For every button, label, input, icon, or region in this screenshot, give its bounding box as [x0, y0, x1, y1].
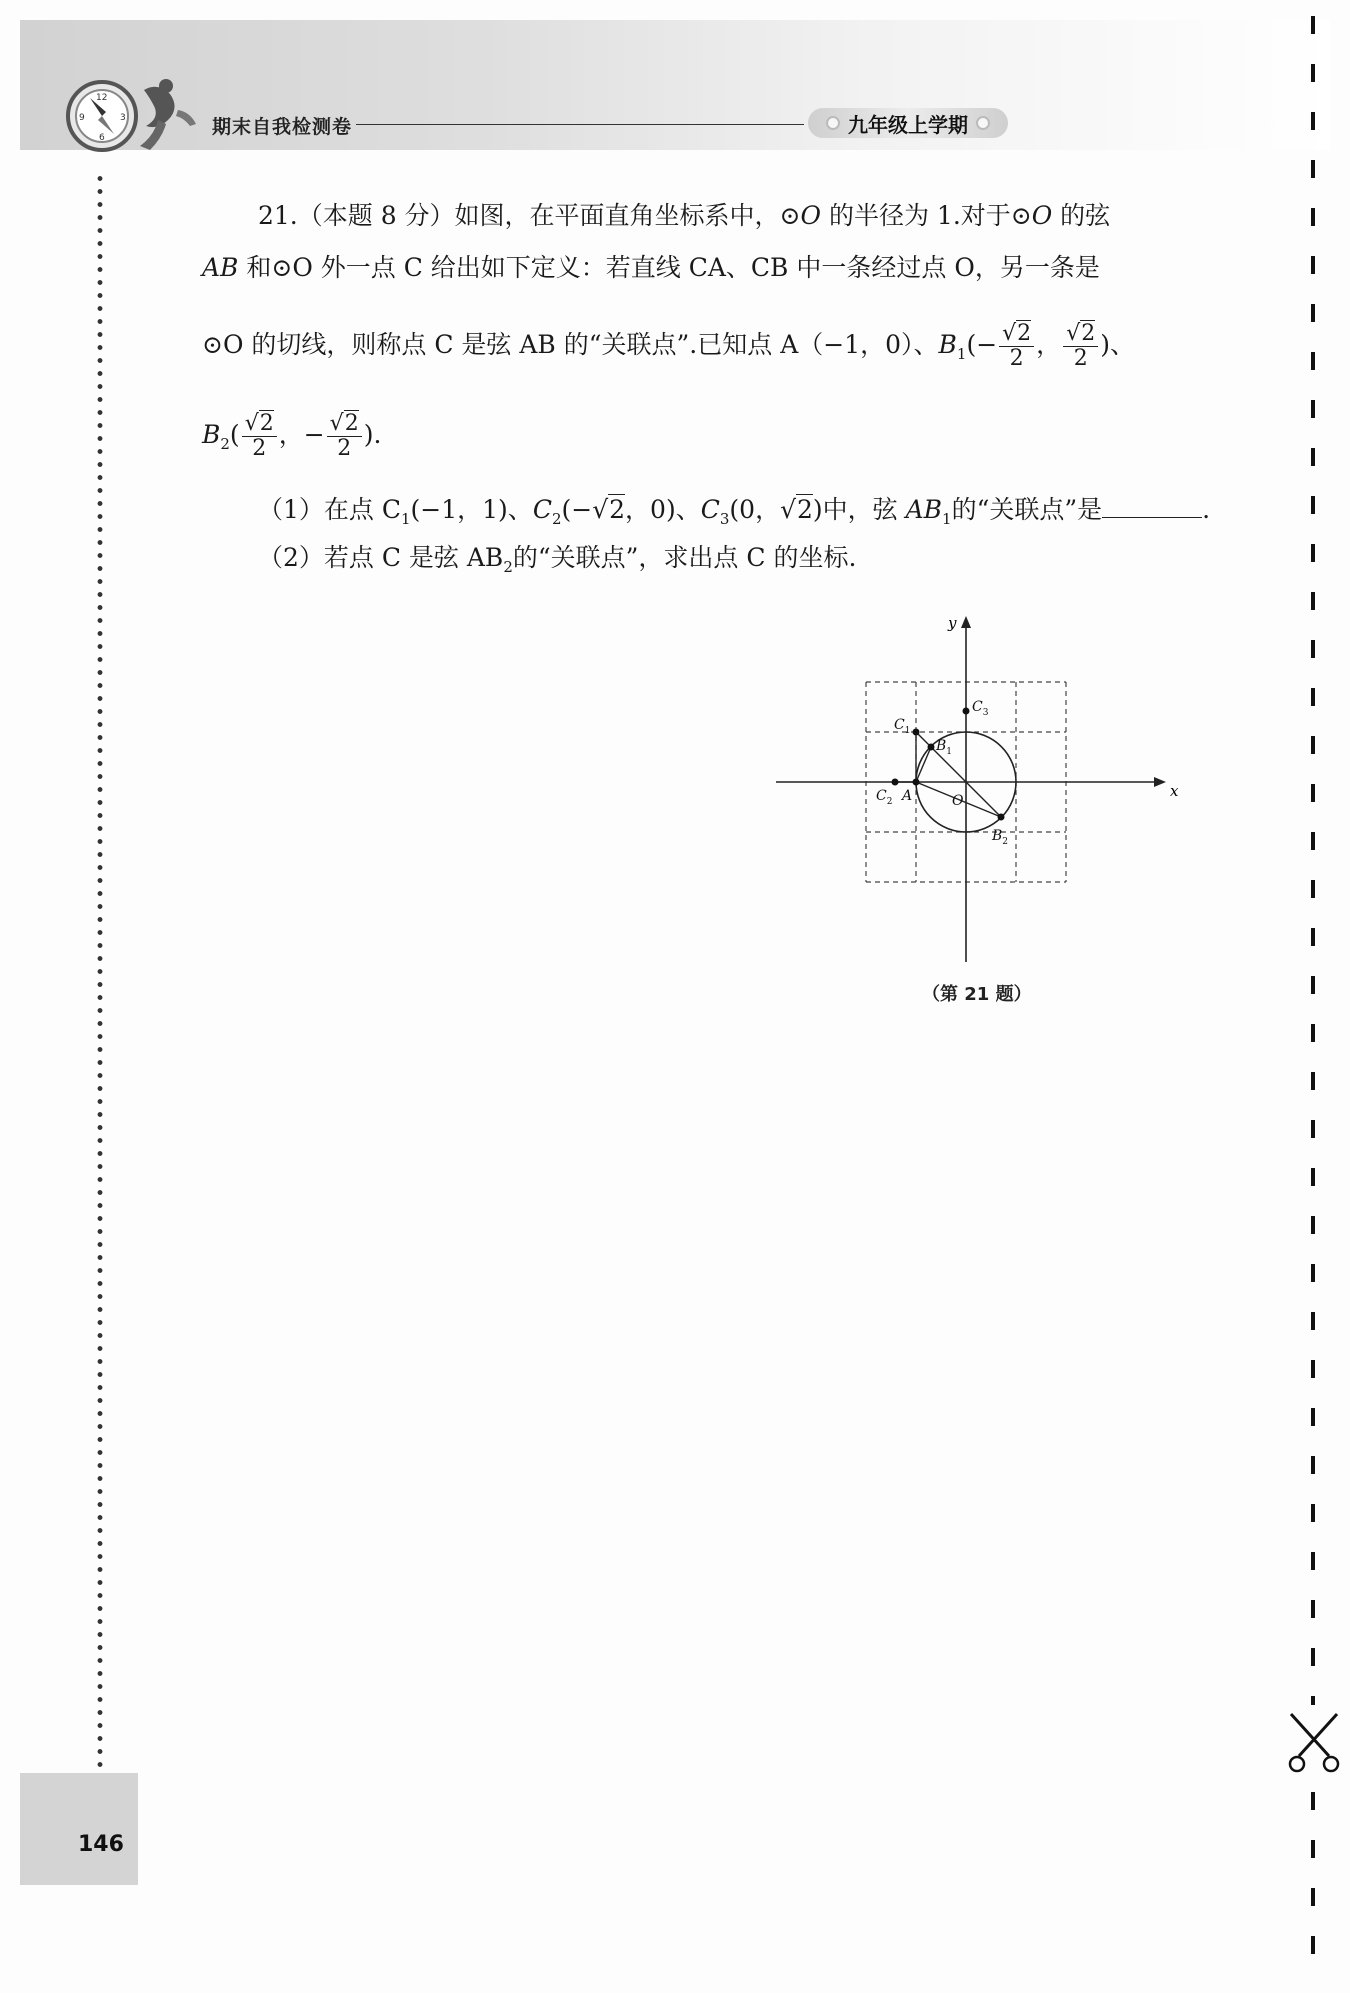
question-line-1: 21.（本题 8 分）如图，在平面直角坐标系中，⊙O 的半径为 1.对于⊙O 的弦	[258, 201, 1111, 230]
segment-A-B1	[916, 747, 931, 782]
answer-blank[interactable]	[1102, 493, 1202, 518]
question-line-3: ⊙O 的切线，则称点 C 是弦 AB 的“关联点”.已知点 A（−1，0）、$B_1(-$ $\frac{√2}{2}$ ， $\frac{√2}{2}$ )、	[202, 321, 1135, 371]
coordinate-figure	[766, 612, 1186, 972]
question-line1-rest: 的半径为 1.对于⊙	[821, 201, 1032, 230]
page-number: 146	[78, 1832, 124, 1857]
label-C3: $C_3$	[972, 699, 989, 718]
question-part-1: （1）在点 $C_1(-1$，1)、$C_2(-√2$，0)、$C_3(0$，√2)中，弦 $AB_1$的“关联点”是 .	[258, 495, 1211, 528]
page-number-box	[20, 1773, 138, 1885]
book-title: 期末自我检测卷	[212, 116, 353, 138]
y-axis-label: y	[948, 614, 957, 632]
grade-label: 九年级上学期	[848, 112, 968, 137]
svg-text:12: 12	[96, 93, 108, 103]
question-line2: 和⊙O 外一点 C 给出如下定义：若直线 CA、CB 中一条经过点 O，另一条是	[238, 253, 1100, 282]
question-part-2: （2）若点 C 是弦 $AB_2$的“关联点”，求出点 C 的坐标.	[258, 543, 857, 576]
point-A	[913, 779, 920, 786]
point-B2	[998, 814, 1005, 821]
point-B1	[928, 744, 935, 751]
label-C1: $C_1$	[894, 717, 911, 736]
badge-dot-right	[976, 116, 990, 130]
x-axis-arrow-icon	[1154, 777, 1166, 787]
question-line-4: $B_2$( $\frac{√2}{2}$ ，− $\frac{√2}{2}$ ).	[202, 411, 382, 461]
svg-text:6: 6	[99, 133, 105, 143]
scissors-icon	[1283, 1710, 1343, 1780]
question-line-2: AB 和⊙O 外一点 C 给出如下定义：若直线 CA、CB 中一条经过点 O，另一条是	[202, 253, 1100, 282]
label-C2: $C_2$	[876, 788, 893, 807]
cut-dashed-line	[1311, 16, 1315, 1981]
label-O: O	[952, 793, 964, 809]
point-C1	[913, 729, 920, 736]
label-B1: $B_1$	[936, 738, 953, 757]
svg-text:3: 3	[120, 113, 126, 123]
binding-dotted-line	[97, 172, 103, 1767]
part2-text: （2）若点 C 是弦 AB	[258, 543, 504, 572]
svg-text:9: 9	[79, 113, 85, 123]
part1-suffix: 的“关联点”是	[951, 495, 1103, 524]
point-C2	[892, 779, 899, 786]
question-intro: 21.（本题 8 分）如图，在平面直角坐标系中，⊙	[258, 201, 801, 230]
part1-text: （1）在点 C	[258, 495, 401, 524]
badge-dot-left	[826, 116, 840, 130]
point-C3	[963, 708, 970, 715]
label-B2: $B_2$	[992, 828, 1009, 847]
figure-caption: （第 21 题）	[922, 984, 1032, 1005]
label-A: A	[902, 788, 913, 804]
grade-badge	[808, 108, 1008, 138]
header-rule	[356, 124, 804, 125]
y-axis-arrow-icon	[961, 616, 971, 628]
question-line3-start: ⊙O 的切线，则称点 C 是弦 AB 的“关联点”.已知点 A（−1，0）、	[202, 330, 939, 359]
part2-suffix: 的“关联点”，求出点 C 的坐标.	[512, 543, 857, 572]
x-axis-label: x	[1170, 782, 1179, 800]
question-line1-end: 的弦	[1052, 201, 1111, 230]
compass-runner-logo	[62, 70, 212, 160]
